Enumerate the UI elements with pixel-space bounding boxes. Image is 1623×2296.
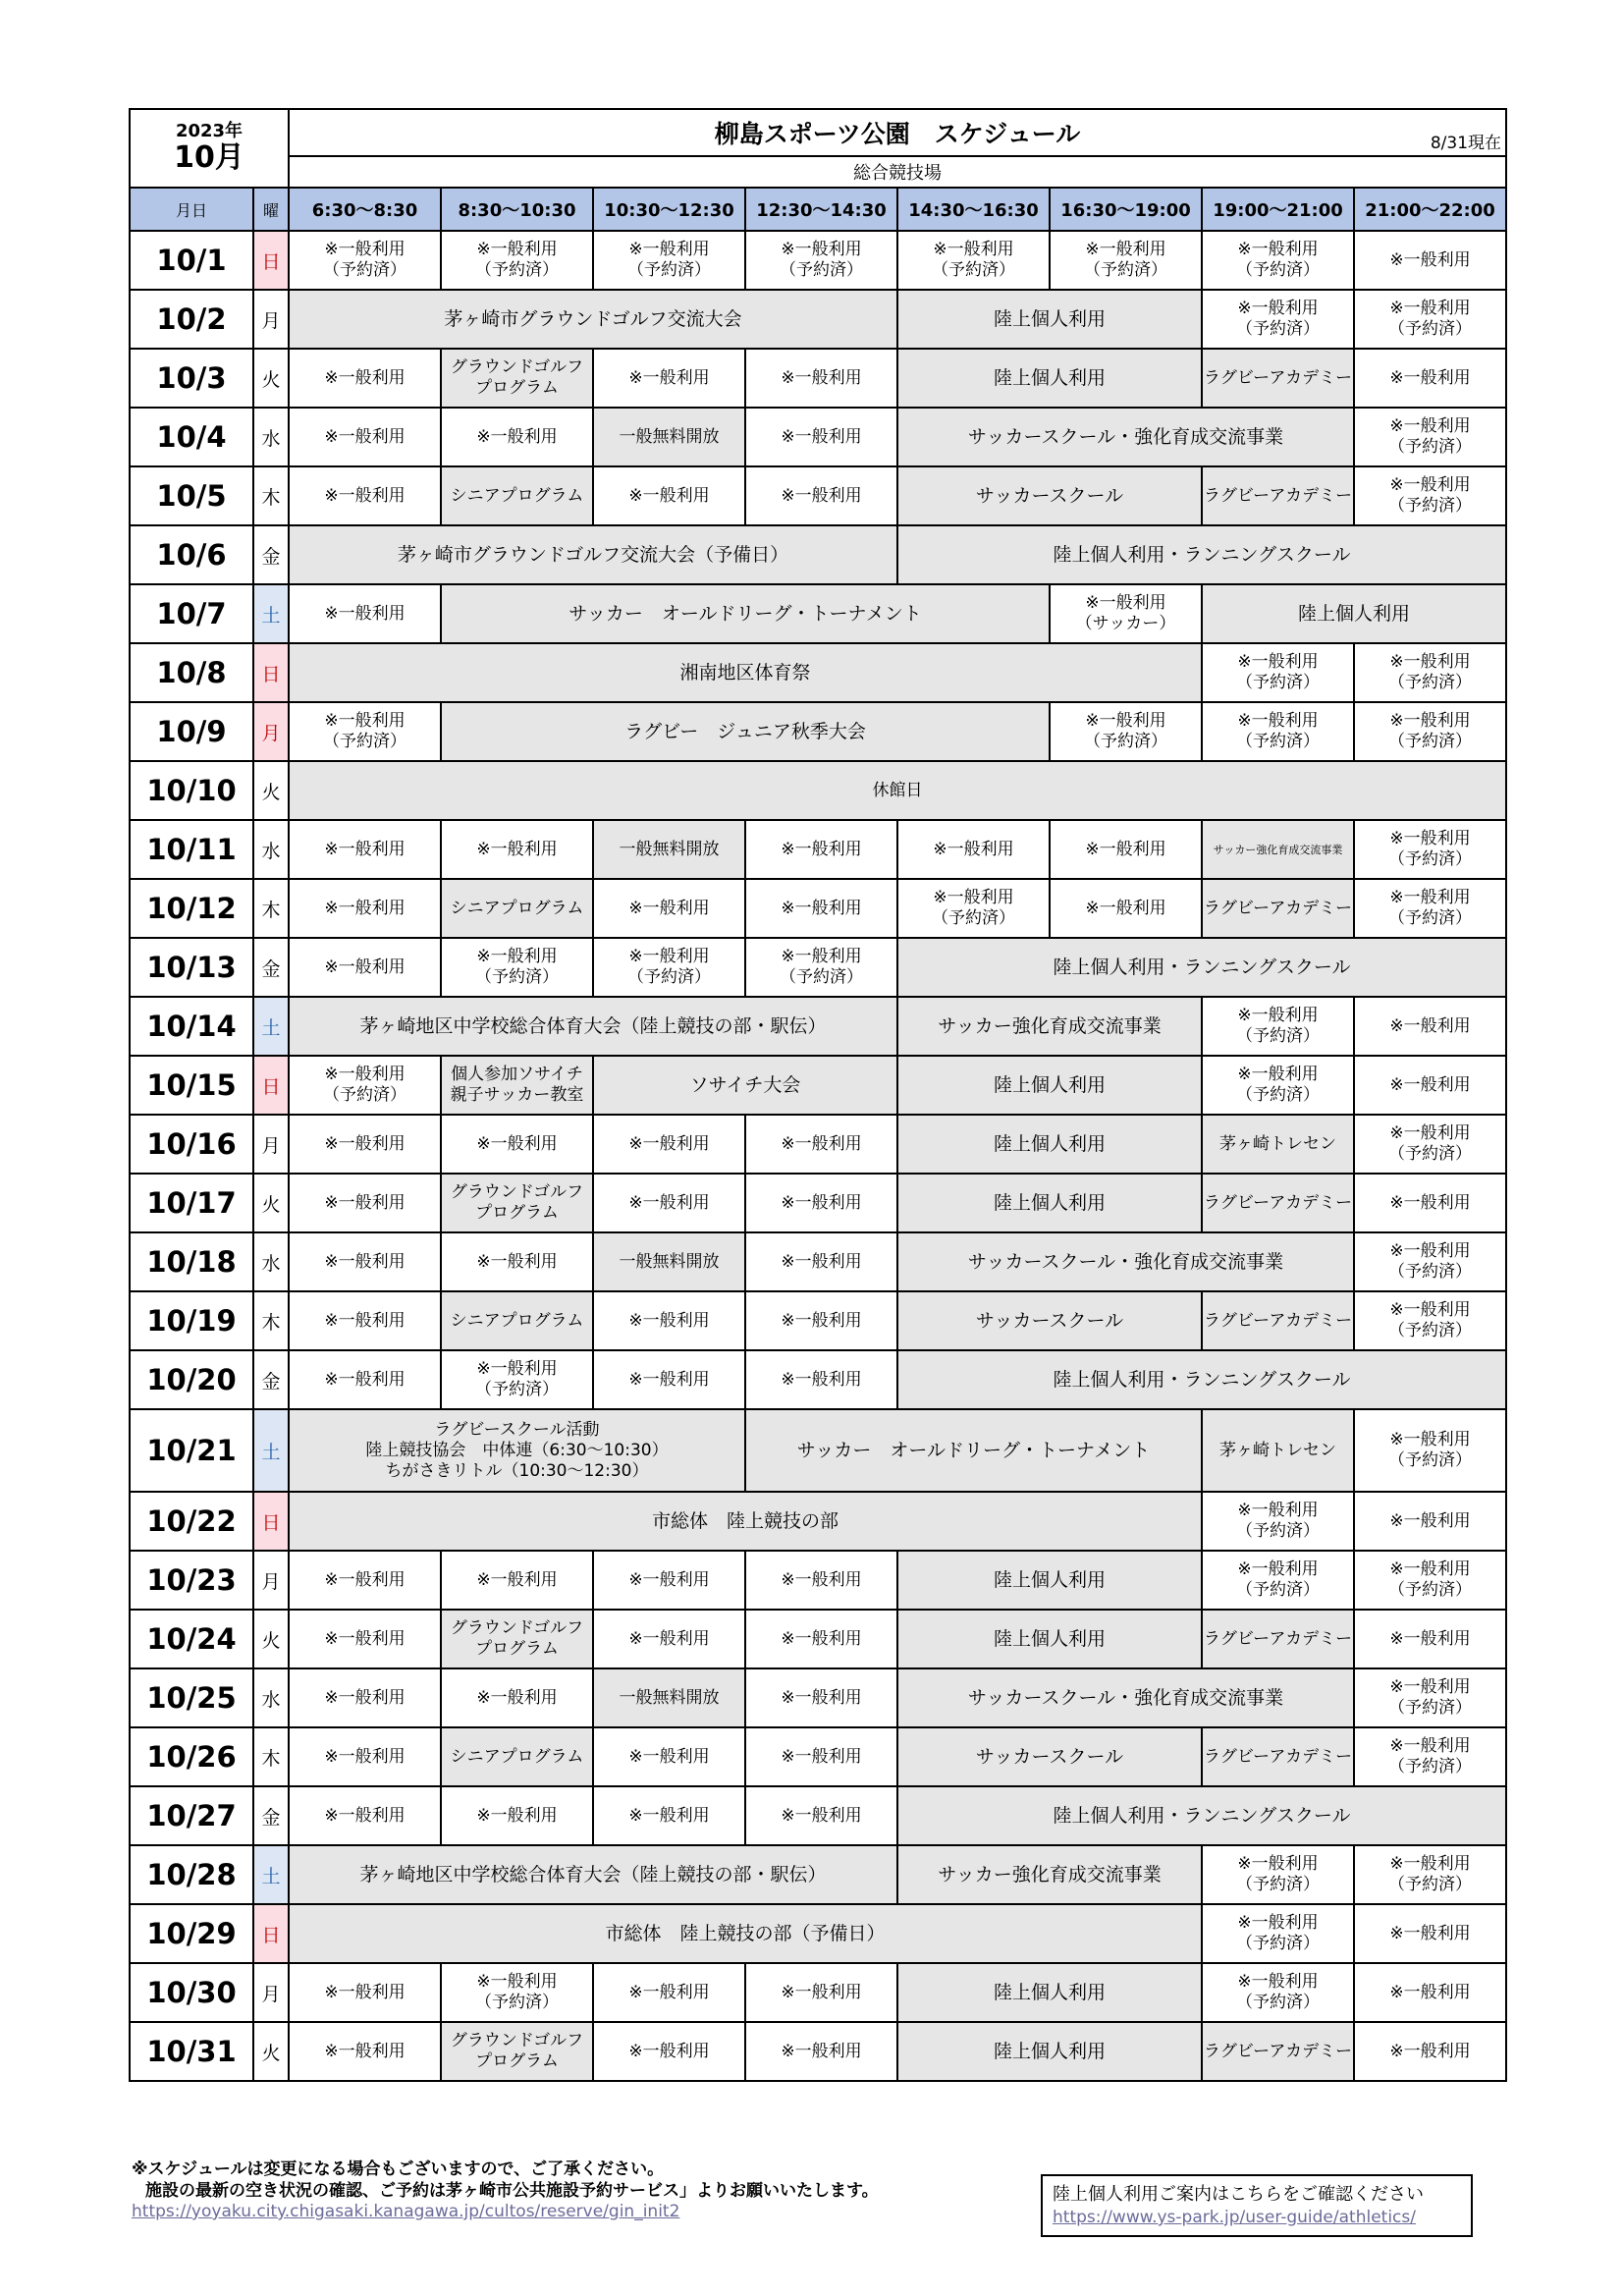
schedule-row: [130, 1786, 1506, 1845]
slot-cell: ※一般利用 （予約済）: [1354, 1845, 1506, 1904]
event-cell: サッカースクール: [897, 1291, 1202, 1350]
slot-cell: ※一般利用 （予約済）: [1354, 1115, 1506, 1174]
weekday-cell: 火: [253, 2022, 289, 2081]
slot-cell: ※一般利用 （予約済）: [1354, 290, 1506, 349]
footer-notes: [132, 2159, 879, 2202]
weekday-cell: 日: [253, 1492, 289, 1551]
weekday-cell: 土: [253, 584, 289, 643]
weekday-cell: 火: [253, 349, 289, 408]
date-cell: 10/20: [130, 1350, 253, 1409]
event-cell: 一般無料開放: [593, 820, 745, 879]
slot-cell: ※一般利用: [593, 2022, 745, 2081]
slot-cell: ※一般利用 （予約済）: [1050, 702, 1202, 761]
slot-cell: ※一般利用: [289, 1551, 441, 1610]
weekday-cell: 月: [253, 1551, 289, 1610]
schedule-row: [130, 643, 1506, 702]
date-cell: 10/24: [130, 1610, 253, 1668]
schedule-row: [130, 1963, 1506, 2022]
weekday-cell: 月: [253, 290, 289, 349]
slot-cell: ※一般利用: [745, 1115, 897, 1174]
slot-cell: ※一般利用 （予約済）: [593, 938, 745, 997]
slot-header: 16:30～19:00: [1050, 188, 1202, 231]
weekday-cell: 日: [253, 643, 289, 702]
slot-cell: ※一般利用 （予約済）: [441, 1963, 593, 2022]
event-cell: サッカー オールドリーグ・トーナメント: [745, 1409, 1202, 1492]
slot-cell: ※一般利用: [745, 879, 897, 938]
event-cell: 市総体 陸上競技の部（予備日）: [289, 1904, 1202, 1963]
event-cell: サッカースクール・強化育成交流事業: [897, 1232, 1354, 1291]
slot-cell: ※一般利用: [593, 1291, 745, 1350]
slot-cell: ※一般利用 （予約済）: [745, 938, 897, 997]
slot-cell: ※一般利用 （予約済）: [1202, 1551, 1354, 1610]
slot-cell: ※一般利用: [289, 1786, 441, 1845]
event-cell: ラグビースクール活動 陸上競技協会 中体連（6:30～10:30） ちがさきリトル（10:30～12:30）: [289, 1409, 745, 1492]
slot-cell: ※一般利用: [593, 1727, 745, 1786]
date-cell: 10/5: [130, 466, 253, 525]
event-cell: シニアプログラム: [441, 1291, 593, 1350]
date-cell: 10/11: [130, 820, 253, 879]
schedule-row: [130, 290, 1506, 349]
event-cell: 陸上個人利用: [897, 1610, 1202, 1668]
slot-cell: ※一般利用: [289, 879, 441, 938]
slot-cell: ※一般利用: [1354, 997, 1506, 1056]
weekday-cell: 火: [253, 1610, 289, 1668]
event-cell: シニアプログラム: [441, 466, 593, 525]
date-cell: 10/4: [130, 408, 253, 466]
date-cell: 10/13: [130, 938, 253, 997]
date-column-header: 月日: [130, 188, 253, 231]
date-cell: 10/7: [130, 584, 253, 643]
schedule-row: [130, 1174, 1506, 1232]
slot-cell: ※一般利用: [593, 1350, 745, 1409]
slot-cell: ※一般利用 （予約済）: [1202, 643, 1354, 702]
schedule-row: [130, 1904, 1506, 1963]
event-cell: サッカースクール・強化育成交流事業: [897, 1668, 1354, 1727]
weekday-cell: 日: [253, 231, 289, 290]
slot-cell: ※一般利用: [1050, 879, 1202, 938]
slot-cell: ※一般利用: [745, 408, 897, 466]
event-cell: 陸上個人利用・ランニングスクール: [897, 525, 1506, 584]
weekday-cell: 土: [253, 1409, 289, 1492]
slot-cell: ※一般利用: [289, 1727, 441, 1786]
weekday-cell: 金: [253, 1350, 289, 1409]
venue-label: 総合競技場: [289, 156, 1506, 188]
slot-cell: ※一般利用: [441, 820, 593, 879]
slot-cell: ※一般利用 （予約済）: [1202, 290, 1354, 349]
schedule-row: [130, 1115, 1506, 1174]
weekday-cell: 土: [253, 1845, 289, 1904]
event-cell: 陸上個人利用: [897, 1115, 1202, 1174]
event-cell: 陸上個人利用・ランニングスクール: [897, 938, 1506, 997]
slot-cell: ※一般利用: [1354, 1492, 1506, 1551]
slot-cell: ※一般利用 （予約済）: [1202, 1904, 1354, 1963]
date-cell: 10/8: [130, 643, 253, 702]
schedule-row: [130, 879, 1506, 938]
slot-cell: ※一般利用: [1050, 820, 1202, 879]
year-month-cell: [130, 109, 289, 188]
slot-cell: ※一般利用: [745, 1551, 897, 1610]
schedule-row: [130, 1056, 1506, 1115]
weekday-cell: 金: [253, 938, 289, 997]
weekday-cell: 日: [253, 1056, 289, 1115]
event-cell: 陸上個人利用: [897, 1551, 1202, 1610]
schedule-row: [130, 584, 1506, 643]
slot-cell: ※一般利用: [745, 1963, 897, 2022]
slot-cell: ※一般利用 （予約済）: [1050, 231, 1202, 290]
athletics-info-link[interactable]: https://www.ys-park.jp/user-guide/athletics/: [1053, 2208, 1416, 2227]
date-cell: 10/19: [130, 1291, 253, 1350]
slot-cell: ※一般利用: [745, 1232, 897, 1291]
slot-cell: ※一般利用: [745, 820, 897, 879]
slot-cell: ※一般利用: [745, 2022, 897, 2081]
year-label: 2023年: [175, 121, 243, 141]
slot-cell: ※一般利用 （予約済）: [1354, 1409, 1506, 1492]
slot-cell: ※一般利用: [441, 408, 593, 466]
slot-cell: ※一般利用: [289, 820, 441, 879]
event-cell: 陸上個人利用: [897, 349, 1202, 408]
slot-cell: ※一般利用: [745, 1786, 897, 1845]
slot-cell: ※一般利用: [745, 1668, 897, 1727]
event-cell: サッカースクール: [897, 466, 1202, 525]
slot-cell: ※一般利用: [745, 1174, 897, 1232]
date-cell: 10/30: [130, 1963, 253, 2022]
weekday-cell: 日: [253, 1904, 289, 1963]
weekday-cell: 金: [253, 1786, 289, 1845]
event-cell: ラグビー ジュニア秋季大会: [441, 702, 1050, 761]
slot-cell: ※一般利用 （予約済）: [441, 1350, 593, 1409]
date-cell: 10/12: [130, 879, 253, 938]
event-cell: 一般無料開放: [593, 1668, 745, 1727]
weekday-cell: 水: [253, 1232, 289, 1291]
event-cell: 陸上個人利用: [897, 1963, 1202, 2022]
weekday-cell: 火: [253, 1174, 289, 1232]
event-cell: 陸上個人利用・ランニングスクール: [897, 1350, 1506, 1409]
reservation-link[interactable]: https://yoyaku.city.chigasaki.kanagawa.jp/cultos/reserve/gin_init2: [132, 2202, 680, 2221]
slot-cell: ※一般利用: [745, 1610, 897, 1668]
slot-cell: ※一般利用: [745, 349, 897, 408]
event-cell: サッカー強化育成交流事業: [1202, 820, 1354, 879]
slot-cell: ※一般利用 （予約済）: [1202, 1056, 1354, 1115]
schedule-row: [130, 1551, 1506, 1610]
slot-cell: ※一般利用 （予約済）: [1354, 408, 1506, 466]
slot-cell: ※一般利用: [593, 879, 745, 938]
slot-cell: ※一般利用: [289, 1963, 441, 2022]
weekday-cell: 水: [253, 1668, 289, 1727]
reservation-notice: 施設の最新の空き状況の確認、ご予約は茅ヶ崎市公共施設予約サービス」よりお願いいたします。: [145, 2181, 879, 2201]
weekday-cell: 金: [253, 525, 289, 584]
slot-cell: ※一般利用 （予約済）: [289, 1056, 441, 1115]
event-cell: 茅ヶ崎市グラウンドゴルフ交流大会: [289, 290, 897, 349]
slot-cell: ※一般利用: [441, 1232, 593, 1291]
slot-cell: ※一般利用: [441, 1786, 593, 1845]
event-cell: ラグビーアカデミー: [1202, 879, 1354, 938]
slot-cell: ※一般利用 （予約済）: [1354, 879, 1506, 938]
slot-cell: ※一般利用: [441, 1115, 593, 1174]
date-cell: 10/21: [130, 1409, 253, 1492]
weekday-cell: 月: [253, 1963, 289, 2022]
slot-cell: ※一般利用 （予約済）: [1354, 702, 1506, 761]
date-cell: 10/18: [130, 1232, 253, 1291]
event-cell: シニアプログラム: [441, 1727, 593, 1786]
slot-header: 10:30～12:30: [593, 188, 745, 231]
slot-cell: ※一般利用: [593, 1786, 745, 1845]
event-cell: シニアプログラム: [441, 879, 593, 938]
event-cell: グラウンドゴルフ プログラム: [441, 349, 593, 408]
date-cell: 10/16: [130, 1115, 253, 1174]
date-cell: 10/9: [130, 702, 253, 761]
slot-cell: ※一般利用: [289, 1291, 441, 1350]
schedule-row: [130, 1350, 1506, 1409]
date-cell: 10/17: [130, 1174, 253, 1232]
schedule-row: [130, 761, 1506, 820]
schedule-row: [130, 1232, 1506, 1291]
slot-cell: ※一般利用: [289, 1610, 441, 1668]
event-cell: 茅ヶ崎地区中学校総合体育大会（陸上競技の部・駅伝）: [289, 997, 897, 1056]
schedule-row: [130, 2022, 1506, 2081]
schedule-row: [130, 938, 1506, 997]
slot-cell: ※一般利用: [593, 1610, 745, 1668]
slot-header: 19:00～21:00: [1202, 188, 1354, 231]
slot-cell: ※一般利用 （予約済）: [289, 702, 441, 761]
date-cell: 10/10: [130, 761, 253, 820]
dow-column-header: 曜: [253, 188, 289, 231]
slot-cell: ※一般利用: [593, 1551, 745, 1610]
event-cell: ラグビーアカデミー: [1202, 2022, 1354, 2081]
change-notice: ※スケジュールは変更になる場合もございますので、ご了承ください。: [132, 2159, 665, 2179]
event-cell: グラウンドゴルフ プログラム: [441, 1610, 593, 1668]
slot-cell: ※一般利用 （予約済）: [1354, 1232, 1506, 1291]
slot-cell: ※一般利用: [1354, 349, 1506, 408]
weekday-cell: 木: [253, 1291, 289, 1350]
slot-header: 6:30～8:30: [289, 188, 441, 231]
event-cell: サッカースクール: [897, 1727, 1202, 1786]
schedule-row: [130, 1610, 1506, 1668]
date-cell: 10/6: [130, 525, 253, 584]
event-cell: ラグビーアカデミー: [1202, 1610, 1354, 1668]
slot-cell: ※一般利用 （予約済）: [593, 231, 745, 290]
event-cell: 茅ヶ崎トレセン: [1202, 1409, 1354, 1492]
schedule-row: [130, 1668, 1506, 1727]
schedule-row: [130, 1492, 1506, 1551]
slot-cell: ※一般利用 （予約済）: [1354, 820, 1506, 879]
schedule-row: [130, 408, 1506, 466]
schedule-table: [129, 108, 1507, 2082]
slot-cell: ※一般利用 （予約済）: [1354, 643, 1506, 702]
event-cell: 陸上個人利用: [897, 2022, 1202, 2081]
slot-cell: ※一般利用: [289, 349, 441, 408]
schedule-row: [130, 466, 1506, 525]
slot-cell: ※一般利用 （予約済）: [1202, 231, 1354, 290]
event-cell: グラウンドゴルフ プログラム: [441, 1174, 593, 1232]
date-cell: 10/27: [130, 1786, 253, 1845]
slot-cell: ※一般利用: [1354, 1963, 1506, 2022]
slot-cell: ※一般利用 （予約済）: [1354, 1291, 1506, 1350]
weekday-cell: 土: [253, 997, 289, 1056]
event-cell: ソサイチ大会: [593, 1056, 897, 1115]
slot-cell: ※一般利用: [897, 820, 1050, 879]
event-cell: サッカー強化育成交流事業: [897, 1845, 1202, 1904]
slot-cell: ※一般利用 （予約済）: [441, 231, 593, 290]
slot-cell: ※一般利用 （予約済）: [1202, 997, 1354, 1056]
slot-cell: ※一般利用: [1354, 2022, 1506, 2081]
athletics-info-box: [1041, 2174, 1473, 2237]
weekday-cell: 木: [253, 879, 289, 938]
weekday-cell: 火: [253, 761, 289, 820]
event-cell: 陸上個人利用・ランニングスクール: [897, 1786, 1506, 1845]
slot-cell: ※一般利用: [289, 1174, 441, 1232]
date-cell: 10/1: [130, 231, 253, 290]
slot-cell: ※一般利用 （予約済）: [1354, 1668, 1506, 1727]
weekday-cell: 水: [253, 820, 289, 879]
slot-cell: ※一般利用 （予約済）: [289, 231, 441, 290]
slot-cell: ※一般利用: [745, 466, 897, 525]
date-cell: 10/22: [130, 1492, 253, 1551]
slot-cell: ※一般利用 （予約済）: [745, 231, 897, 290]
event-cell: 個人参加ソサイチ 親子サッカー教室: [441, 1056, 593, 1115]
slot-cell: ※一般利用: [1354, 1174, 1506, 1232]
slot-cell: ※一般利用: [1354, 1904, 1506, 1963]
slot-cell: ※一般利用 （予約済）: [1354, 1727, 1506, 1786]
slot-cell: ※一般利用: [745, 1291, 897, 1350]
slot-cell: ※一般利用 （予約済）: [1202, 1963, 1354, 2022]
slot-cell: ※一般利用 （予約済）: [441, 938, 593, 997]
date-cell: 10/15: [130, 1056, 253, 1115]
event-cell: ラグビーアカデミー: [1202, 1727, 1354, 1786]
schedule-row: [130, 1291, 1506, 1350]
date-cell: 10/2: [130, 290, 253, 349]
slot-cell: ※一般利用: [1354, 1056, 1506, 1115]
event-cell: サッカー強化育成交流事業: [897, 997, 1202, 1056]
slot-cell: ※一般利用 （予約済）: [897, 231, 1050, 290]
slot-cell: ※一般利用: [593, 1963, 745, 2022]
event-cell: 陸上個人利用: [897, 290, 1202, 349]
weekday-cell: 木: [253, 466, 289, 525]
slot-header: 12:30～14:30: [745, 188, 897, 231]
date-cell: 10/26: [130, 1727, 253, 1786]
slot-cell: ※一般利用: [745, 1727, 897, 1786]
event-cell: 茅ヶ崎トレセン: [1202, 1115, 1354, 1174]
schedule-row: [130, 702, 1506, 761]
event-cell: ラグビーアカデミー: [1202, 1291, 1354, 1350]
date-cell: 10/31: [130, 2022, 253, 2081]
slot-cell: ※一般利用 （予約済）: [897, 879, 1050, 938]
weekday-cell: 木: [253, 1727, 289, 1786]
slot-cell: ※一般利用: [289, 1668, 441, 1727]
date-cell: 10/14: [130, 997, 253, 1056]
page-title: 柳島スポーツ公園 スケジュール: [714, 120, 1081, 148]
event-cell: 茅ヶ崎市グラウンドゴルフ交流大会（予備日）: [289, 525, 897, 584]
event-cell: ラグビーアカデミー: [1202, 466, 1354, 525]
event-cell: ラグビーアカデミー: [1202, 349, 1354, 408]
slot-cell: ※一般利用: [289, 1115, 441, 1174]
slot-cell: ※一般利用: [593, 349, 745, 408]
slot-cell: ※一般利用: [593, 1115, 745, 1174]
event-cell: 陸上個人利用: [897, 1056, 1202, 1115]
slot-cell: ※一般利用: [593, 1174, 745, 1232]
event-cell: サッカー オールドリーグ・トーナメント: [441, 584, 1050, 643]
event-cell: サッカースクール・強化育成交流事業: [897, 408, 1354, 466]
slot-cell: ※一般利用: [289, 466, 441, 525]
slot-header: 14:30～16:30: [897, 188, 1050, 231]
event-cell: グラウンドゴルフ プログラム: [441, 2022, 593, 2081]
event-cell: 一般無料開放: [593, 1232, 745, 1291]
slot-header: 21:00～22:00: [1354, 188, 1506, 231]
title-cell: [289, 109, 1506, 156]
slot-cell: ※一般利用 （予約済）: [1202, 1492, 1354, 1551]
schedule-row: [130, 1409, 1506, 1492]
slot-cell: ※一般利用: [441, 1668, 593, 1727]
date-cell: 10/28: [130, 1845, 253, 1904]
event-cell: 茅ヶ崎地区中学校総合体育大会（陸上競技の部・駅伝）: [289, 1845, 897, 1904]
slot-cell: ※一般利用: [1354, 231, 1506, 290]
athletics-info-label: 陸上個人利用ご案内はこちらをご確認ください: [1053, 2184, 1424, 2205]
month-label: 10月: [174, 140, 244, 175]
slot-cell: ※一般利用 （サッカー）: [1050, 584, 1202, 643]
event-cell: 陸上個人利用: [897, 1174, 1202, 1232]
weekday-cell: 月: [253, 702, 289, 761]
slot-cell: ※一般利用 （予約済）: [1202, 1845, 1354, 1904]
schedule-row: [130, 525, 1506, 584]
slot-cell: ※一般利用 （予約済）: [1202, 702, 1354, 761]
slot-cell: ※一般利用: [289, 2022, 441, 2081]
event-cell: 市総体 陸上競技の部: [289, 1492, 1202, 1551]
schedule-row: [130, 231, 1506, 290]
weekday-cell: 月: [253, 1115, 289, 1174]
event-cell: 陸上個人利用: [1202, 584, 1506, 643]
date-cell: 10/25: [130, 1668, 253, 1727]
slot-cell: ※一般利用: [289, 1350, 441, 1409]
schedule-row: [130, 1727, 1506, 1786]
slot-cell: ※一般利用 （予約済）: [1354, 466, 1506, 525]
slot-cell: ※一般利用: [289, 408, 441, 466]
event-cell: 湘南地区体育祭: [289, 643, 1202, 702]
slot-header: 8:30～10:30: [441, 188, 593, 231]
slot-cell: ※一般利用: [593, 466, 745, 525]
as-of-date: 8/31現在: [1430, 134, 1502, 153]
event-cell: ラグビーアカデミー: [1202, 1174, 1354, 1232]
date-cell: 10/23: [130, 1551, 253, 1610]
event-cell: 休館日: [289, 761, 1506, 820]
slot-cell: ※一般利用: [289, 1232, 441, 1291]
slot-cell: ※一般利用: [441, 1551, 593, 1610]
schedule-row: [130, 1845, 1506, 1904]
schedule-row: [130, 820, 1506, 879]
slot-cell: ※一般利用: [1354, 1610, 1506, 1668]
schedule-row: [130, 997, 1506, 1056]
slot-cell: ※一般利用: [745, 1350, 897, 1409]
slot-cell: ※一般利用: [289, 938, 441, 997]
slot-cell: ※一般利用: [289, 584, 441, 643]
event-cell: 一般無料開放: [593, 408, 745, 466]
slot-cell: ※一般利用 （予約済）: [1354, 1551, 1506, 1610]
schedule-row: [130, 349, 1506, 408]
date-cell: 10/3: [130, 349, 253, 408]
weekday-cell: 水: [253, 408, 289, 466]
date-cell: 10/29: [130, 1904, 253, 1963]
